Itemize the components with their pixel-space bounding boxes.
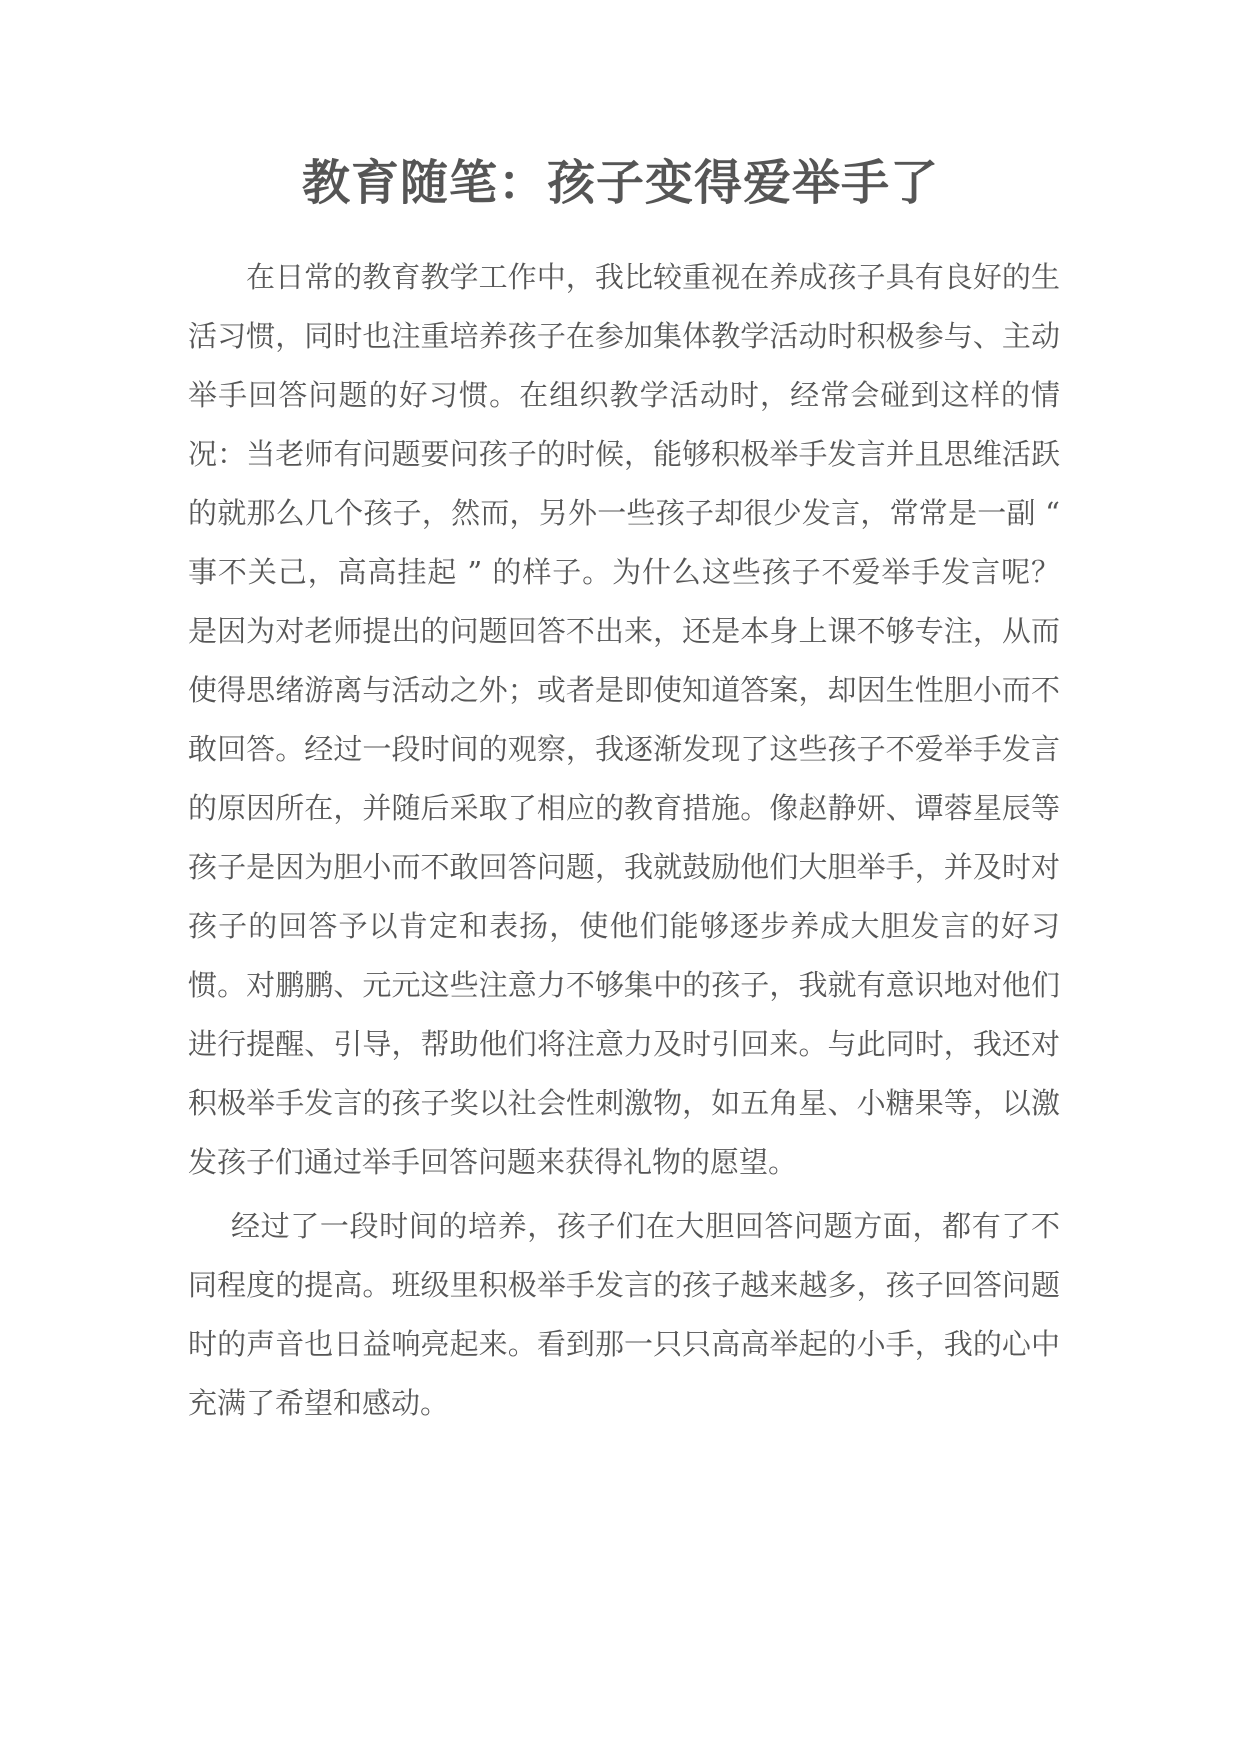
document-body [188, 248, 1060, 1433]
document-title: 教育随笔：孩子变得爱举手了 [301, 155, 939, 211]
paragraph-2: 经过了一段时间的培养，孩子们在大胆回答问题方面，都有了不同程度的提高。班级里积极举手发言的孩子越来越多，孩子回答问题时的声音也日益响亮起来。看到那一只只高高举起的小手，我的心中充满了希望和感动。 [188, 1209, 1060, 1420]
paragraph-1: 在日常的教育教学工作中，我比较重视在养成孩子具有良好的生活习惯，同时也注重培养孩子在参加集体教学活动时积极参与、主动举手回答问题的好习惯。在组织教学活动时，经常会碰到这样的情况：当老师有问题要问孩子的时候，能够积极举手发言并且思维活跃的就那么几个孩子，然而，另外一些孩子却很少发言，常常是一副 “ 事不关己，高高挂起 ” 的样子。为什么这些孩子不爱举手发言呢？是因为对老师提出的问题回答不出来，还是本身上课不够专注，从而使得思绪游离与活动之外；或者是即使知道答案，却因生性胆小而不敢回答。经过一段时间的观察，我逐渐发现了这些孩子不爱举手发言的原因所在，并随后采取了相应的教育措施。像赵静妍、谭蓉星辰等孩子是因为胆小而不敢回答问题，我就鼓励他们大胆举手，并及时对孩子的回答予以肯定和表扬，使他们能够逐步养成大胆发言的好习惯。对鹏鹏、元元这些注意力不够集中的孩子，我就有意识地对他们进行提醒、引导，帮助他们将注意力及时引回来。与此同时，我还对积极举手发言的孩子奖以社会性刺激物，如五角星、小糖果等，以激发孩子们通过举手回答问题来获得礼物的愿望。 [188, 260, 1060, 1179]
